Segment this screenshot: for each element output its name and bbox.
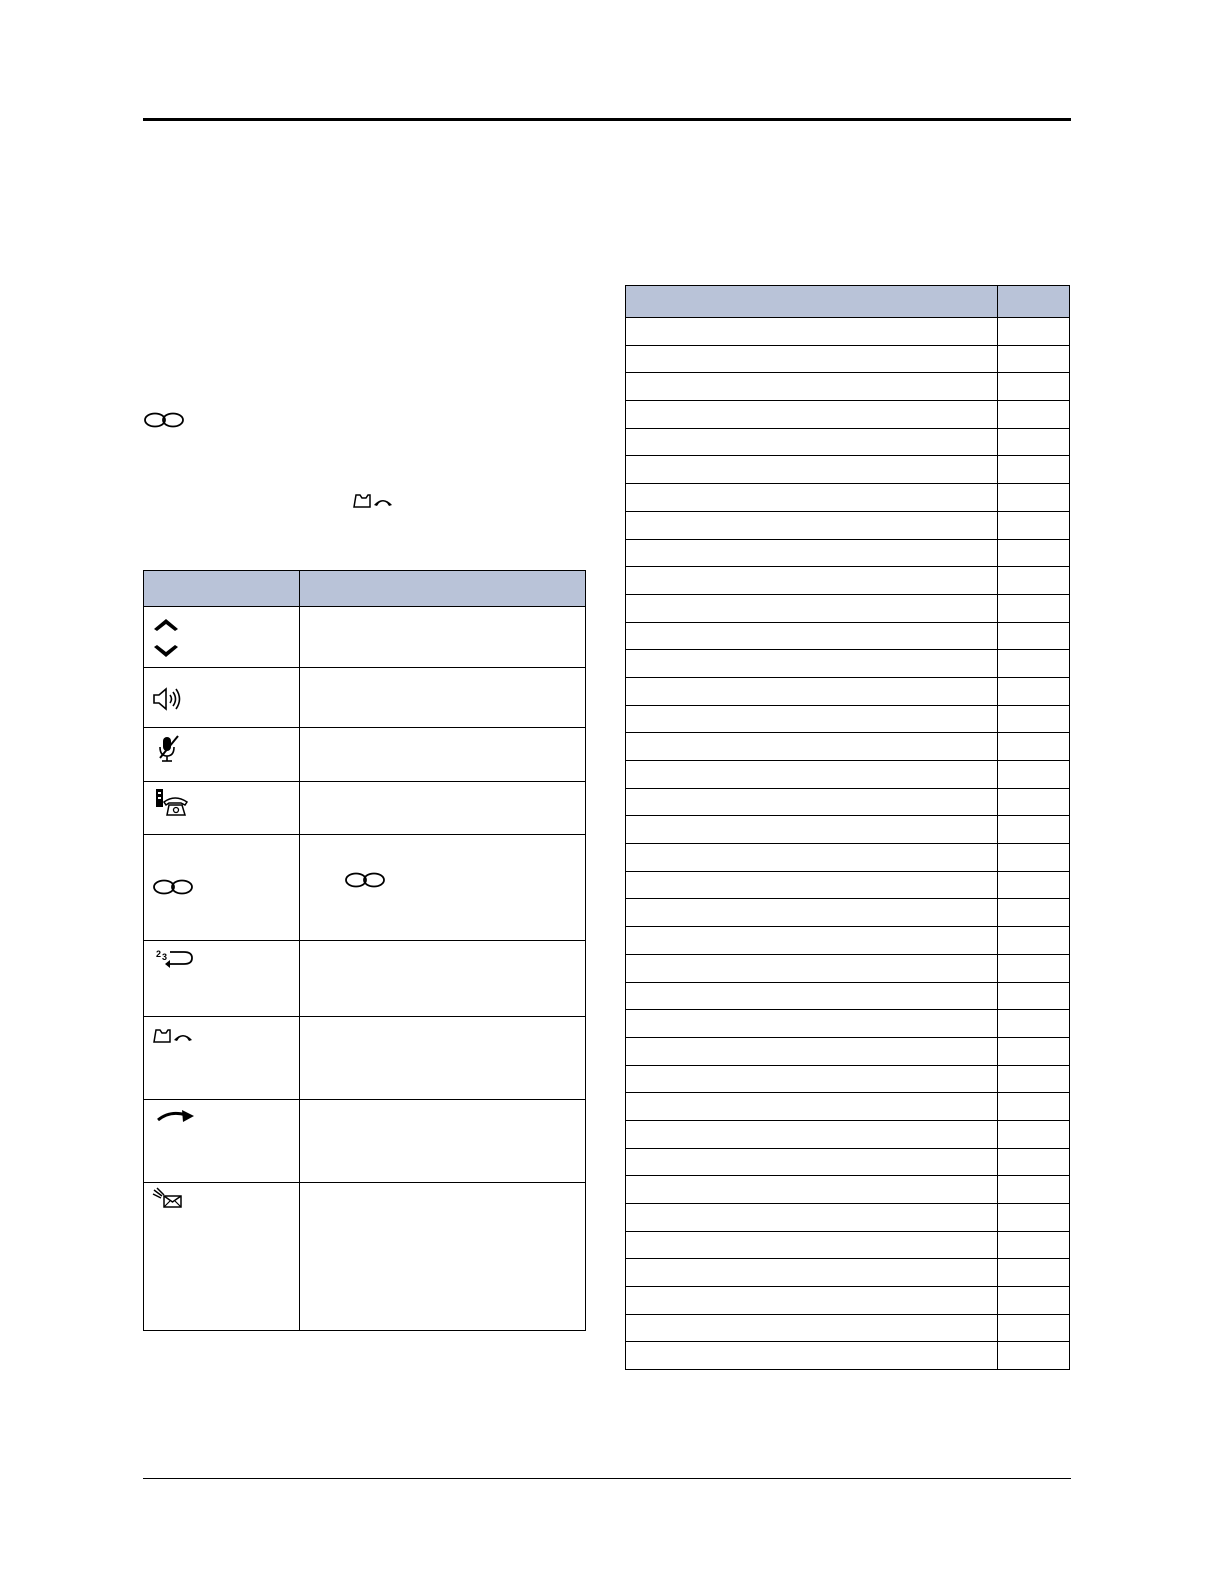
table-row bbox=[626, 1287, 1070, 1315]
svg-text:3: 3 bbox=[162, 952, 168, 962]
index-page-cell bbox=[998, 567, 1070, 595]
table-row bbox=[626, 539, 1070, 567]
index-topic-cell bbox=[626, 1065, 998, 1093]
key-description bbox=[300, 835, 586, 941]
index-topic-cell bbox=[626, 788, 998, 816]
index-page-cell bbox=[998, 705, 1070, 733]
index-page-cell bbox=[998, 1231, 1070, 1259]
index-topic-cell bbox=[626, 650, 998, 678]
table-row bbox=[626, 927, 1070, 955]
table-row bbox=[144, 782, 586, 835]
index-page-cell bbox=[998, 1010, 1070, 1038]
index-topic-cell bbox=[626, 318, 998, 346]
table-row bbox=[626, 1037, 1070, 1065]
table-row bbox=[626, 1093, 1070, 1121]
conference-icon bbox=[344, 870, 386, 890]
index-page-cell bbox=[998, 594, 1070, 622]
index-page-cell bbox=[998, 401, 1070, 429]
table-row bbox=[626, 844, 1070, 872]
table-row bbox=[626, 816, 1070, 844]
table-row bbox=[626, 345, 1070, 373]
index-topic-cell bbox=[626, 1148, 998, 1176]
mute-icon bbox=[156, 734, 182, 764]
table-row bbox=[144, 668, 586, 728]
index-page-cell bbox=[998, 927, 1070, 955]
key-table-header-description bbox=[300, 571, 586, 607]
table-row bbox=[144, 728, 586, 782]
speaker-icon bbox=[152, 686, 182, 712]
index-topic-cell bbox=[626, 733, 998, 761]
index-page-cell bbox=[998, 428, 1070, 456]
index-page-cell bbox=[998, 511, 1070, 539]
index-topic-cell bbox=[626, 484, 998, 512]
table-row bbox=[626, 650, 1070, 678]
table-row bbox=[626, 401, 1070, 429]
redial-icon bbox=[156, 947, 196, 969]
index-page-cell bbox=[998, 1259, 1070, 1287]
index-topic-cell bbox=[626, 761, 998, 789]
index-topic-cell bbox=[626, 567, 998, 595]
voicemail-icon bbox=[152, 1187, 184, 1209]
table-row bbox=[144, 607, 586, 668]
index-table-header-page bbox=[998, 286, 1070, 318]
table-row bbox=[626, 1148, 1070, 1176]
table-row bbox=[626, 1176, 1070, 1204]
table-row bbox=[626, 899, 1070, 927]
index-topic-cell bbox=[626, 1287, 998, 1315]
index-topic-cell bbox=[626, 899, 998, 927]
table-row bbox=[626, 1065, 1070, 1093]
table-row bbox=[626, 1120, 1070, 1148]
transfer-icon bbox=[156, 1108, 198, 1124]
index-page-cell bbox=[998, 484, 1070, 512]
index-topic-cell bbox=[626, 954, 998, 982]
index-page-cell bbox=[998, 899, 1070, 927]
index-topic-cell bbox=[626, 345, 998, 373]
table-row bbox=[626, 705, 1070, 733]
index-page-cell bbox=[998, 982, 1070, 1010]
index-page-cell bbox=[998, 816, 1070, 844]
index-page-cell bbox=[998, 1287, 1070, 1315]
table-row bbox=[626, 761, 1070, 789]
index-topic-cell bbox=[626, 816, 998, 844]
table-row bbox=[144, 835, 586, 941]
intercom-icon bbox=[154, 788, 190, 818]
conference-icon bbox=[143, 410, 185, 430]
table-row bbox=[626, 1314, 1070, 1342]
conference-icon bbox=[152, 877, 194, 897]
index-page-cell bbox=[998, 539, 1070, 567]
key-table bbox=[143, 570, 586, 1331]
key-cell bbox=[144, 607, 300, 668]
table-row bbox=[626, 1204, 1070, 1232]
table-row bbox=[626, 622, 1070, 650]
table-row bbox=[144, 1017, 586, 1100]
footer-rule bbox=[143, 1478, 1071, 1479]
index-page-cell bbox=[998, 1204, 1070, 1232]
key-table-header-key bbox=[144, 571, 300, 607]
table-row bbox=[626, 318, 1070, 346]
key-description bbox=[300, 1183, 586, 1331]
table-row bbox=[626, 954, 1070, 982]
index-table-body bbox=[626, 318, 1070, 1370]
index-topic-cell bbox=[626, 677, 998, 705]
index-topic-cell bbox=[626, 539, 998, 567]
index-page-cell bbox=[998, 788, 1070, 816]
index-table-header-topic bbox=[626, 286, 998, 318]
table-row bbox=[144, 941, 586, 1017]
index-topic-cell bbox=[626, 622, 998, 650]
table-row bbox=[626, 982, 1070, 1010]
table-row bbox=[626, 677, 1070, 705]
index-page-cell bbox=[998, 1120, 1070, 1148]
table-row bbox=[626, 788, 1070, 816]
index-topic-cell bbox=[626, 1259, 998, 1287]
svg-text:2: 2 bbox=[156, 949, 162, 959]
index-page-cell bbox=[998, 318, 1070, 346]
index-page-cell bbox=[998, 844, 1070, 872]
table-row bbox=[626, 456, 1070, 484]
index-topic-cell bbox=[626, 1176, 998, 1204]
index-topic-cell bbox=[626, 1093, 998, 1121]
table-row bbox=[626, 594, 1070, 622]
index-table bbox=[625, 285, 1070, 1370]
table-row bbox=[626, 1010, 1070, 1038]
index-page-cell bbox=[998, 871, 1070, 899]
index-page-cell bbox=[998, 1148, 1070, 1176]
index-topic-cell bbox=[626, 871, 998, 899]
table-row bbox=[626, 428, 1070, 456]
index-topic-cell bbox=[626, 844, 998, 872]
key-description bbox=[300, 782, 586, 835]
key-cell bbox=[144, 668, 300, 728]
index-topic-cell bbox=[626, 511, 998, 539]
index-topic-cell bbox=[626, 705, 998, 733]
index-page-cell bbox=[998, 677, 1070, 705]
index-topic-cell bbox=[626, 1342, 998, 1370]
table-row bbox=[626, 511, 1070, 539]
index-topic-cell bbox=[626, 1231, 998, 1259]
index-page-cell bbox=[998, 1065, 1070, 1093]
index-topic-cell bbox=[626, 1204, 998, 1232]
table-row bbox=[626, 373, 1070, 401]
key-cell bbox=[144, 1100, 300, 1183]
table-row bbox=[626, 567, 1070, 595]
flash-hook-icon bbox=[352, 492, 394, 510]
index-topic-cell bbox=[626, 1314, 998, 1342]
index-page-cell bbox=[998, 373, 1070, 401]
header-rule bbox=[143, 118, 1071, 121]
index-topic-cell bbox=[626, 927, 998, 955]
index-topic-cell bbox=[626, 456, 998, 484]
index-page-cell bbox=[998, 345, 1070, 373]
key-cell bbox=[144, 941, 300, 1017]
index-topic-cell bbox=[626, 1037, 998, 1065]
index-topic-cell bbox=[626, 1010, 998, 1038]
index-topic-cell bbox=[626, 1120, 998, 1148]
arrow-up-down-icon bbox=[152, 615, 180, 661]
key-cell bbox=[144, 835, 300, 941]
index-page-cell bbox=[998, 650, 1070, 678]
index-topic-cell bbox=[626, 594, 998, 622]
key-description bbox=[300, 668, 586, 728]
key-description bbox=[300, 728, 586, 782]
table-row bbox=[144, 1183, 586, 1331]
flash-hook-icon bbox=[152, 1027, 194, 1045]
key-description bbox=[300, 607, 586, 668]
index-page-cell bbox=[998, 1037, 1070, 1065]
index-page-cell bbox=[998, 954, 1070, 982]
key-description bbox=[300, 941, 586, 1017]
index-page-cell bbox=[998, 622, 1070, 650]
table-row bbox=[144, 1100, 586, 1183]
key-cell bbox=[144, 1183, 300, 1331]
index-page-cell bbox=[998, 733, 1070, 761]
index-page-cell bbox=[998, 1176, 1070, 1204]
table-row bbox=[626, 733, 1070, 761]
index-page-cell bbox=[998, 456, 1070, 484]
index-page-cell bbox=[998, 1342, 1070, 1370]
index-topic-cell bbox=[626, 428, 998, 456]
index-page-cell bbox=[998, 761, 1070, 789]
table-row bbox=[626, 1342, 1070, 1370]
key-cell bbox=[144, 1017, 300, 1100]
key-description bbox=[300, 1017, 586, 1100]
index-topic-cell bbox=[626, 373, 998, 401]
table-row bbox=[626, 1259, 1070, 1287]
table-row bbox=[626, 1231, 1070, 1259]
key-cell bbox=[144, 782, 300, 835]
key-cell bbox=[144, 728, 300, 782]
index-topic-cell bbox=[626, 401, 998, 429]
index-topic-cell bbox=[626, 982, 998, 1010]
table-row bbox=[626, 871, 1070, 899]
index-page-cell bbox=[998, 1314, 1070, 1342]
index-page-cell bbox=[998, 1093, 1070, 1121]
table-row bbox=[626, 484, 1070, 512]
key-description bbox=[300, 1100, 586, 1183]
